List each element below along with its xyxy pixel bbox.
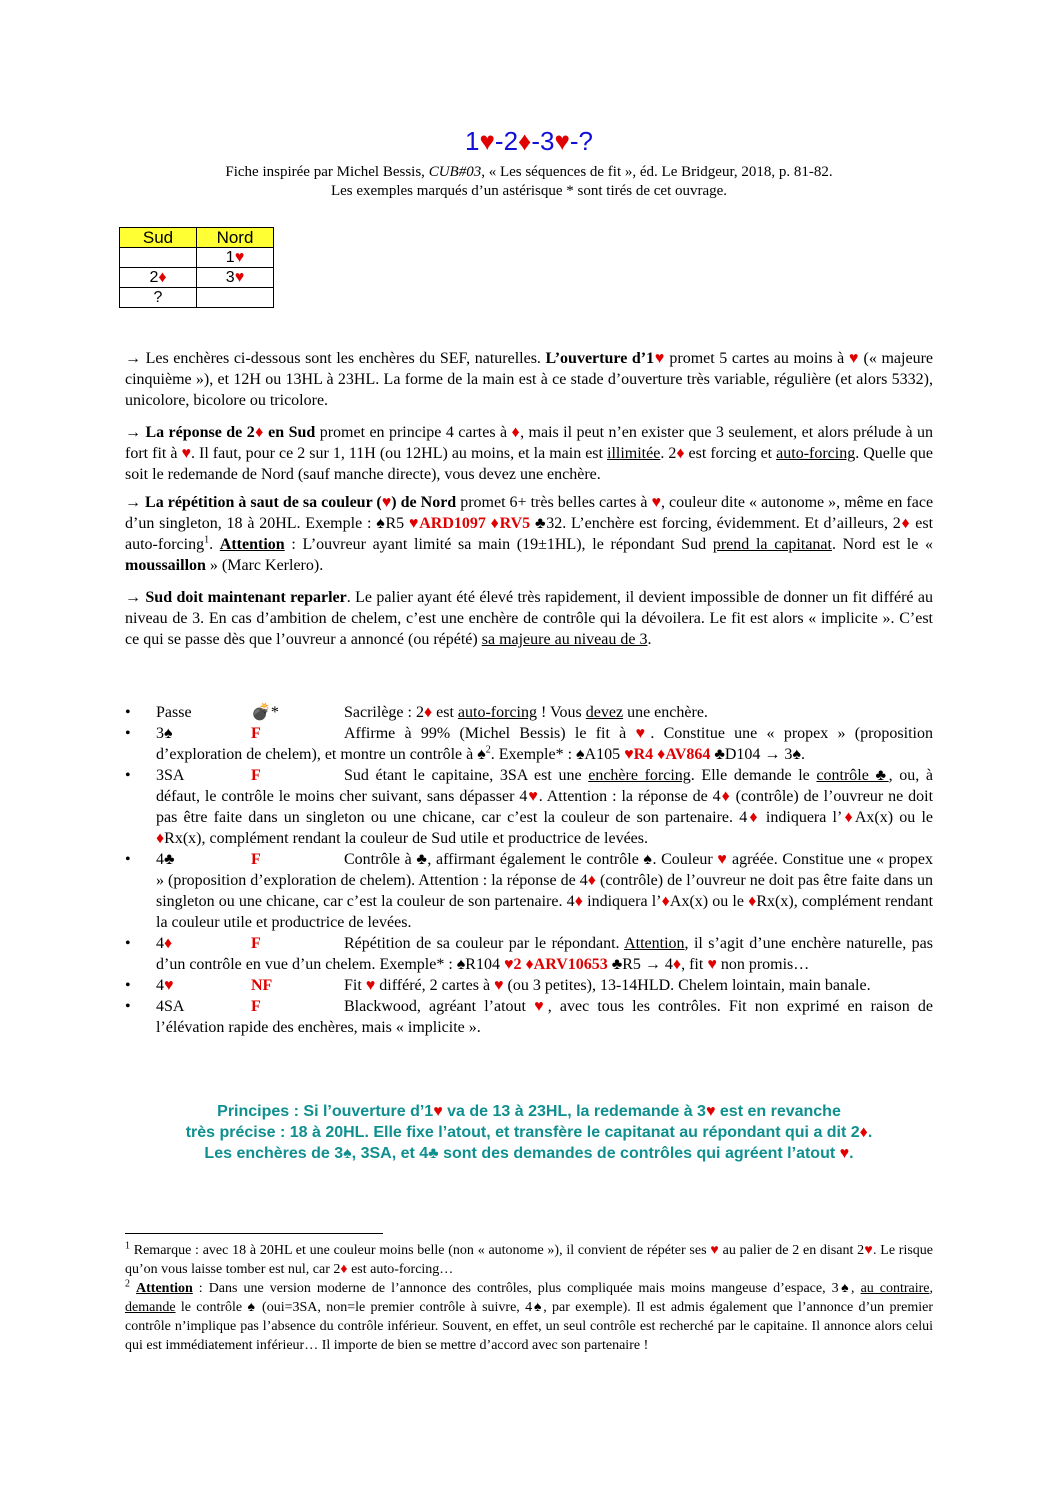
heart-icon: ♥ [479,126,495,156]
text-bold: en Sud [263,424,316,441]
bid-label: 3SA [156,767,185,784]
list-item-3-spades [125,723,933,765]
text: R5 [385,515,409,532]
text: . Le risque qu’on vous laisse tomber est nul, car 2 [125,1243,934,1277]
footnote-ref[interactable]: 2 [485,744,491,756]
diamond-icon: ♦ [720,788,731,805]
heart-icon: ♥ [164,977,174,994]
text-underlined: Attention [624,935,685,952]
heart-icon: ♥ [848,350,859,367]
text-underlined: Attention [219,536,285,553]
text: Sacrilège : 2 [344,704,424,721]
text: sont des demandes de contrôles qui agréent l’atout [438,1145,840,1162]
text-underlined: sa majeure au niveau de 3 [481,631,648,648]
diamond-icon: ♦ [859,1124,868,1141]
club-icon: ♣ [416,851,428,868]
footnote-ref[interactable]: 1 [204,534,210,546]
club-icon: ♣ [714,746,725,763]
heart-icon: ♥ [624,746,634,763]
text: : Dans une version moderne de l’annonce des contrôles, plus compliquée mais moins mangeuse d’espace, 3 [192,1281,839,1296]
heart-icon: ♥ [181,445,191,462]
text-underlined: Attention [136,1281,193,1296]
text: Principes : Si l’ouverture d’1 [217,1103,434,1120]
text: Blackwood, agréant l’atout [344,998,535,1015]
text: (ou 3 petites), 13-14HLD. Chelem lointain, main banale. [503,977,871,994]
spade-icon: ♠ [477,746,486,763]
text-underlined: enchère forcing [588,767,691,784]
diamond-icon: ♦ [158,268,167,286]
diamond-icon: ♦ [423,704,433,721]
text-bold: La répétition à saut de sa couleur ( [145,494,382,511]
heart-icon: ♥ [635,725,651,742]
diamond-icon: ♦ [747,809,760,826]
text: indiquera l’ [583,893,662,910]
text: , fit [681,956,708,973]
text: une enchère. [623,704,708,721]
diamond-icon: ♦ [490,515,500,532]
text: non promis… [716,956,810,973]
text: (oui=3SA, non=le premier contrôle à suivre, 4 [256,1300,533,1315]
diamond-icon: ♦ [657,746,666,763]
heart-icon: ♥ [494,977,504,994]
text: → [125,494,146,511]
heart-icon: ♥ [503,956,514,973]
item-text [125,702,933,723]
list-item-4-hearts [125,975,933,996]
text: . [867,1124,873,1141]
spade-icon: ♠ [838,1281,852,1296]
item-text [125,996,933,1038]
heart-icon: ♥ [710,1243,719,1258]
bullet: • [125,851,131,868]
text: → [125,424,146,441]
bid-level: 4 [156,851,164,868]
bidding-row [120,288,274,308]
text: Sud étant le capitaine, 3SA est une [344,767,589,784]
text: ! Vous [537,704,586,721]
text: . Le palier ayant été élevé très rapidement, il devient impossible de donner un fit différé au niveau de 3. En cas d’ambition de chelem, c’est une enchère de contrôle qui la dévoilera. Le fit est alors « implicite ». C’est ce qui se passe dès que l’ouvreur a annoncé (ou répété) [125,589,934,648]
text: va de 13 à 23HL, la redemande à 3 [442,1103,706,1120]
diamond-icon: ♦ [525,956,534,973]
text: . Constitue une « propex » (proposition d’exploration de chelem), et montre un contrôle à [156,725,933,763]
text-underlined: demande [125,1300,176,1315]
bid-level: 3 [156,725,164,742]
principles-line-3 [0,1143,1058,1164]
bid-cell: ? [120,288,197,308]
list-item-4-diamonds [125,933,933,975]
text: Les enchères de 3 [204,1145,344,1162]
text: Contrôle à [344,851,417,868]
spade-icon: ♠ [792,746,801,763]
footnote-2 [125,1279,933,1355]
text: . [849,1145,854,1162]
diamond-icon: ♦ [574,893,584,910]
diamond-icon: ♦ [254,424,264,441]
text: est auto-forcing [125,515,934,553]
club-icon: ♣ [875,767,889,784]
rebid-options-list [125,702,933,1038]
list-item-4sa [125,996,933,1038]
text: : L’ouvreur ayant limité sa main (19±1HL), le répondant Sud [284,536,713,553]
text: , avec tous les contrôles. Fit non exprimé en raison de l’élévation rapide des enchères, mais « implicite ». [156,998,934,1036]
text: très précise : 18 à 20HL. Elle fixe l’atout, et transfère le capitanat au répondant qui a dit 2 [185,1124,860,1141]
title-part: -3 [531,126,555,156]
text-bold: Sud doit maintenant reparler [145,589,347,606]
heart-icon: ♥ [534,998,548,1015]
text: . Attention : la réponse de 4 [538,788,721,805]
text-red: RV5 [499,515,535,532]
club-icon: ♣ [611,956,623,973]
item-text [125,723,933,765]
heart-icon: ♥ [433,1103,443,1120]
subtitle-text: , « Les séquences de fit », éd. Le Bridgeur, 2018, p. 81-82. [481,164,833,180]
forcing-flag: F [251,851,261,868]
subtitle-line-1 [0,163,1058,182]
text: , 3SA, et 4 [351,1145,429,1162]
spade-icon: ♠ [456,956,466,973]
item-text [125,849,933,933]
title-part: -2 [494,126,519,156]
text-bold: ) de Nord [391,494,457,511]
footnote-number: 1 [125,1240,130,1252]
club-icon: ♣ [534,515,547,532]
diamond-icon: ♦ [842,809,855,826]
text: → [125,589,146,606]
footnote-1 [125,1241,933,1279]
text: R104 [465,956,504,973]
principles-summary [0,1101,1058,1164]
diamond-icon: ♦ [340,1262,348,1277]
header-nord: Nord [197,228,274,248]
item-text [125,975,933,996]
diamond-icon: ♦ [156,830,165,847]
club-icon: ♣ [164,851,175,868]
text-red: ARD1097 [419,515,491,532]
title-part: -? [569,126,593,156]
diamond-icon: ♦ [518,126,532,156]
item-text [125,933,933,975]
bid-label [156,975,174,996]
diamond-icon: ♦ [900,515,911,532]
bid-level: 4 [156,935,164,952]
bullet: • [125,704,131,721]
bid-label [156,933,172,954]
bullet: • [125,935,131,952]
bid-cell [197,248,274,268]
title-part: 1 [465,126,480,156]
text: , ou, à défaut, le contrôle le moins cher suivant, sans dépasser 4 [156,767,934,805]
list-item-passe [125,702,933,723]
text-red: R4 [633,746,658,763]
text: indiquera l’ [759,809,843,826]
principles-line-1 [0,1101,1058,1122]
text: différé, 2 cartes à [375,977,495,994]
header-sud: Sud [120,228,197,248]
bid-label [156,723,173,744]
text: 32. L’enchère est forcing, évidemment. Et d’ailleurs, 2 [546,515,901,532]
bomb-icon: 💣* [251,704,279,721]
text: est auto-forcing… [347,1262,454,1277]
text: . Quelle que soit le redemande de Nord (sauf manche directe), vous devez une enchère. [125,445,933,483]
bid-level: 3 [225,268,235,286]
bullet: • [125,998,131,1015]
text: . Elle demande le [690,767,817,784]
bid-cell [120,248,197,268]
text: Rx(x), complément rendant la couleur de Sud utile et productrice de levées. [164,830,648,847]
paragraph-south-rebid [125,587,933,650]
text: est [432,704,458,721]
bid-cell [197,288,274,308]
bidding-table [119,227,274,308]
text: Ax(x) ou le [669,893,749,910]
bid-level: 4 [156,977,164,994]
heart-icon: ♥ [554,126,570,156]
text: Rx(x), complément rendant la couleur utile et productrice de levées. [156,893,934,931]
text: , par exemple). Il est admis également que l’annonce d’un premier contrôle n’implique pas l’absence du contrôle inférieur. Souvent, en effet, un seul contrôle est recherché par le capitaine. Il annonce alors celui qui est immédiatement inférieur… Il importe de bien se mettre d’accord avec son partenaire ! [125,1300,934,1353]
subtitle-text: Fiche inspirée par Michel Bessis, [225,164,429,180]
heart-icon: ♥ [839,1145,850,1162]
text: Affirme à 99% (Michel Bessis) le fit à [344,725,636,742]
text: . Couleur [652,851,718,868]
text-underlined: auto-forcing [457,704,537,721]
bid-label: 4SA [156,998,185,1015]
heart-icon: ♥ [707,956,717,973]
text: . Exemple* : [490,746,577,763]
text: est en revanche [715,1103,841,1120]
spade-icon: ♠ [247,1300,257,1315]
text: . 2 [660,445,677,462]
non-forcing-flag: NF [251,977,273,994]
text: A105 [584,746,625,763]
text: . [209,536,220,553]
heart-icon: ♥ [234,248,245,266]
text: , il s’agit d’une enchère naturelle, pas d’un contrôle en vue d’un chelem. Exemple* : [156,935,933,973]
bid-label [156,849,175,870]
text-bold: La réponse de 2 [145,424,255,441]
text: est forcing et [684,445,777,462]
text: Remarque : avec 18 à 20HL et une couleur moins belle (non « autonome »), il convient de répéter ses [130,1243,711,1258]
heart-icon: ♥ [234,268,245,286]
text: , affirmant également le contrôle [427,851,644,868]
bidding-header-row [120,228,274,248]
footnote-number: 2 [125,1278,130,1290]
text: au palier de 2 en disant 2 [718,1243,865,1258]
text: » (Marc Kerlero). [205,557,324,574]
text-underlined: au contraire [860,1281,930,1296]
text: , mais il peut n’en exister que 3 seulement, et alors prélude à un fort fit à [125,424,934,462]
text: le contrôle [175,1300,248,1315]
text: D104 → 3 [724,746,793,763]
book-title: CUB#03 [428,164,482,180]
footnote-divider [125,1233,383,1234]
diamond-icon: ♦ [511,424,521,441]
text-underlined: auto-forcing [776,445,856,462]
text: . [647,631,652,648]
diamond-icon: ♦ [676,445,685,462]
forcing-flag: F [251,935,261,952]
text: . Nord est le « [831,536,934,553]
text: . [800,746,805,763]
subtitle-line-2: Les exemples marqués d’un astérisque * sont tirés de cet ouvrage. [330,183,728,199]
forcing-flag: F [251,767,261,784]
bidding-row [120,268,274,288]
principles-line-2 [0,1122,1058,1143]
text: R5 → 4 [622,956,673,973]
text: (contrôle) de l’ouvreur ne doit pas être faite dans un singleton ou une chicane, car c’est la couleur de son partenaire. 4 [156,788,934,826]
heart-icon: ♥ [651,494,662,511]
spade-icon: ♠ [532,1300,544,1315]
text: → Les enchères ci-dessous sont les enchères du SEF, naturelles. [125,350,546,367]
bullet: • [125,977,131,994]
diamond-icon: ♦ [587,872,596,889]
paragraph-jump-rebid [125,492,933,576]
text: (contrôle) de l’ouvreur ne doit pas être faite dans un singleton ou une chicane, car c’est la couleur de son partenaire. 4 [156,872,934,910]
heart-icon: ♥ [864,1243,874,1258]
heart-icon: ♥ [705,1103,716,1120]
text-red: AV864 [665,746,715,763]
text-red: 2 [513,956,526,973]
spade-icon: ♠ [576,746,585,763]
spade-icon: ♠ [643,851,653,868]
text: promet en principe 4 cartes à [315,424,512,441]
club-icon: ♣ [428,1145,439,1162]
paragraph-response [125,422,933,485]
item-text [125,765,933,849]
bidding-row [120,248,274,268]
spade-icon: ♠ [343,1145,352,1162]
text: Répétition de sa couleur par le répondant. [344,935,625,952]
forcing-flag: F [251,998,261,1015]
heart-icon: ♥ [381,494,392,511]
forcing-flag: F [251,725,261,742]
text-underlined: contrôle [816,767,876,784]
bid-level: 1 [225,248,235,266]
text-bold: L’ouverture d’1 [545,350,655,367]
list-item-4-clubs [125,849,933,933]
list-item-3sa [125,765,933,849]
diamond-icon: ♦ [748,893,757,910]
diamond-icon: ♦ [661,893,670,910]
text: , couleur dite « autonome », même en face d’un singleton, 18 à 20HL. Exemple : [125,494,934,532]
bid-label: Passe [156,704,192,721]
text-underlined: illimitée [607,445,661,462]
diamond-icon: ♦ [672,956,682,973]
text: (« majeure cinquième »), et 12H ou 13HL à 23HL. La forme de la main est à ce stade d’ouverture très variable, régulière (et alors 5332), unicolore, bicolore ou tricolore. [125,350,934,409]
heart-icon: ♥ [654,350,665,367]
bid-cell [120,268,197,288]
spade-icon: ♠ [164,725,173,742]
spade-icon: ♠ [376,515,386,532]
text: , [851,1281,861,1296]
bid-cell [197,268,274,288]
text: , [929,1281,934,1296]
bullet: • [125,767,131,784]
text-bold: moussaillon [125,557,206,574]
text: . Il faut, pour ce 2 sur 1, 11H (ou 12HL) au moins, et la main est [190,445,607,462]
heart-icon: ♥ [408,515,420,532]
heart-icon: ♥ [365,977,376,994]
text: Fit [344,977,366,994]
bid-level: 2 [149,268,159,286]
text: Ax(x) ou le [854,809,934,826]
paragraph-opening [125,348,933,411]
bullet: • [125,725,131,742]
text: promet 6+ très belles cartes à [456,494,652,511]
text-red: ARV10653 [533,956,612,973]
heart-icon: ♥ [717,851,728,868]
text-underlined: prend la capitanat [712,536,832,553]
text-underlined: devez [585,704,624,721]
diamond-icon: ♦ [164,935,173,952]
page-title [0,126,1058,157]
heart-icon: ♥ [527,788,539,805]
text: agréée. Constitue une « propex » (proposition d’exploration de chelem). Attention : la réponse de 4 [156,851,934,889]
subtitle [0,163,1058,201]
text: promet 5 cartes au moins à [664,350,849,367]
